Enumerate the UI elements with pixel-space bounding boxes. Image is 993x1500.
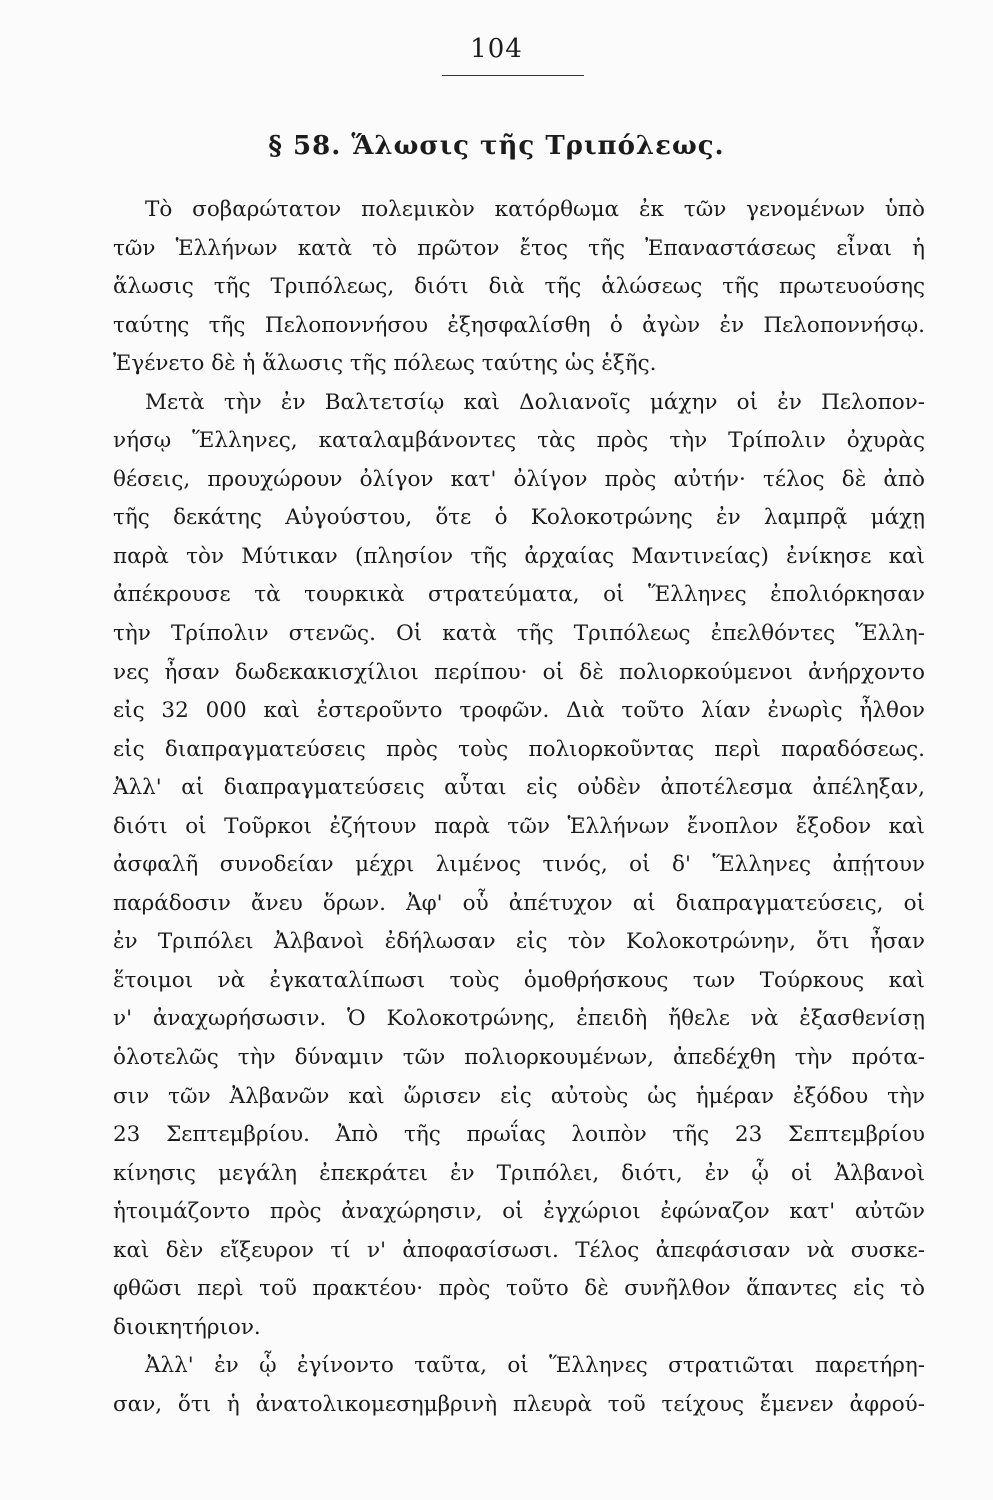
text-line: ἡτοιμάζοντο πρὸς ἀναχώρησιν, οἱ ἐγχώριοι ἐφώναζον κατ' αὐτῶν	[113, 1199, 925, 1225]
text-line: τῶν Ἑλλήνων κατὰ τὸ πρῶτον ἔτος τῆς Ἐπαναστάσεως εἶναι ἡ	[113, 235, 925, 261]
text-line: 23 Σεπτεμβρίου. Ἀπὸ τῆς πρωΐας λοιπὸν τῆς 23 Σεπτεμβρίου	[113, 1122, 925, 1148]
text-line: καὶ δὲν εἴξευρον τί ν' ἀποφασίσωσι. Τέλος ἀπεφάσισαν νὰ συσκε-	[113, 1237, 925, 1263]
text-line: εἰς διαπραγματεύσεις πρὸς τοὺς πολιορκοῦντας περὶ παραδόσεως.	[113, 736, 925, 762]
text-line: ἅλωσις τῆς Τριπόλεως, διότι διὰ τῆς ἁλώσεως τῆς πρωτευούσης	[113, 274, 925, 300]
text-line: σιν τῶν Ἀλβανῶν καὶ ὥρισεν εἰς αὐτοὺς ὡς ἡμέραν ἐξόδου τὴν	[113, 1083, 925, 1109]
text-line: ἕτοιμοι νὰ ἐγκαταλίπωσι τοὺς ὁμοθρήσκους των Τούρκους καὶ	[113, 967, 925, 993]
text-line: Ἀλλ' ἐν ᾧ ἐγίνοντο ταῦτα, οἱ Ἕλληνες στρατιῶται παρετήρη-	[145, 1353, 925, 1379]
text-line: διότι οἱ Τοῦρκοι ἐζήτουν παρὰ τῶν Ἑλλήνων ἔνοπλον ἔξοδον καὶ	[113, 813, 925, 839]
text-line: ταύτης τῆς Πελοποννήσου ἐξησφαλίσθη ὁ ἀγὼν ἐν Πελοποννήσῳ.	[113, 312, 925, 338]
page-number: 104	[470, 34, 523, 64]
text-line: παράδοσιν ἄνευ ὅρων. Ἀφ' οὗ ἀπέτυχον αἱ διαπραγματεύσεις, οἱ	[113, 890, 925, 916]
text-line: Ἀλλ' αἱ διαπραγματεύσεις αὗται εἰς οὐδὲν ἀποτέλεσμα ἀπέληξαν,	[113, 775, 925, 801]
text-line: κίνησις μεγάλη ἐπεκράτει ἐν Τριπόλει, διότι, ἐν ᾧ οἱ Ἀλβανοὶ	[113, 1160, 925, 1186]
text-line: φθῶσι περὶ τοῦ πρακτέου· πρὸς τοῦτο δὲ συνῆλθον ἅπαντες εἰς τὸ	[113, 1276, 925, 1302]
text-line: ἀπέκρουσε τὰ τουρκικὰ στρατεύματα, οἱ Ἕλληνες ἐπολιόρκησαν	[113, 582, 925, 608]
text-line: Τὸ σοβαρώτατον πολεμικὸν κατόρθωμα ἐκ τῶν γενομένων ὑπὸ	[145, 197, 925, 222]
body-text	[113, 191, 925, 1425]
text-line: διοικητήριον.	[113, 1314, 261, 1340]
text-line: νες ἦσαν δωδεκακισχίλιοι περίπου· οἱ δὲ πολιορκούμενοι ἀνήρχοντο	[113, 659, 925, 685]
text-line: νήσῳ Ἕλληνες, καταλαμβάνοντες τὰς πρὸς τὴν Τρίπολιν ὀχυρὰς	[113, 428, 925, 454]
text-line: σαν, ὅτι ἡ ἀνατολικομεσημβρινὴ πλευρὰ τοῦ τείχους ἔμενεν ἀφρού-	[113, 1391, 925, 1417]
text-line: ἐν Τριπόλει Ἀλβανοὶ ἐδήλωσαν εἰς τὸν Κολοκοτρώνην, ὅτι ἦσαν	[113, 929, 925, 955]
text-line: τῆς δεκάτης Αὐγούστου, ὅτε ὁ Κολοκοτρώνης ἐν λαμπρᾷ μάχῃ	[113, 505, 925, 531]
text-line: Ἐγένετο δὲ ἡ ἅλωσις τῆς πόλεως ταύτης ὡς ἑξῆς.	[113, 351, 657, 377]
text-line: εἰς 32 000 καὶ ἐστεροῦντο τροφῶν. Διὰ τοῦτο λίαν ἐνωρὶς ἦλθον	[113, 698, 925, 724]
text-line: ν' ἀναχωρήσωσιν. Ὁ Κολοκοτρώνης, ἐπειδὴ ἤθελε νὰ ἐξασθενίσῃ	[113, 1006, 925, 1032]
text-line: παρὰ τὸν Μύτικαν (πλησίον τῆς ἀρχαίας Μαντινείας) ἐνίκησε καὶ	[113, 543, 925, 569]
text-line: ὁλοτελῶς τὴν δύναμιν τῶν πολιορκουμένων, ἀπεδέχθη τὴν πρότα-	[113, 1045, 925, 1071]
text-line: Μετὰ τὴν ἐν Βαλτετσίῳ καὶ Δολιανοῖς μάχην οἱ ἐν Πελοπον-	[145, 389, 925, 415]
section-heading: § 58. Ἅλωσις τῆς Τριπόλεως.	[268, 131, 725, 161]
header-rule	[442, 75, 584, 76]
text-line: ἀσφαλῆ συνοδείαν μέχρι λιμένος τινός, οἱ δ' Ἕλληνες ἀπῄτουν	[113, 852, 925, 878]
text-line: θέσεις, προυχώρουν ὀλίγον κατ' ὀλίγον πρὸς αὐτήν· τέλος δὲ ἀπὸ	[113, 466, 925, 492]
text-line: τὴν Τρίπολιν στενῶς. Οἱ κατὰ τῆς Τριπόλεως ἐπελθόντες Ἕλλη-	[113, 621, 925, 647]
